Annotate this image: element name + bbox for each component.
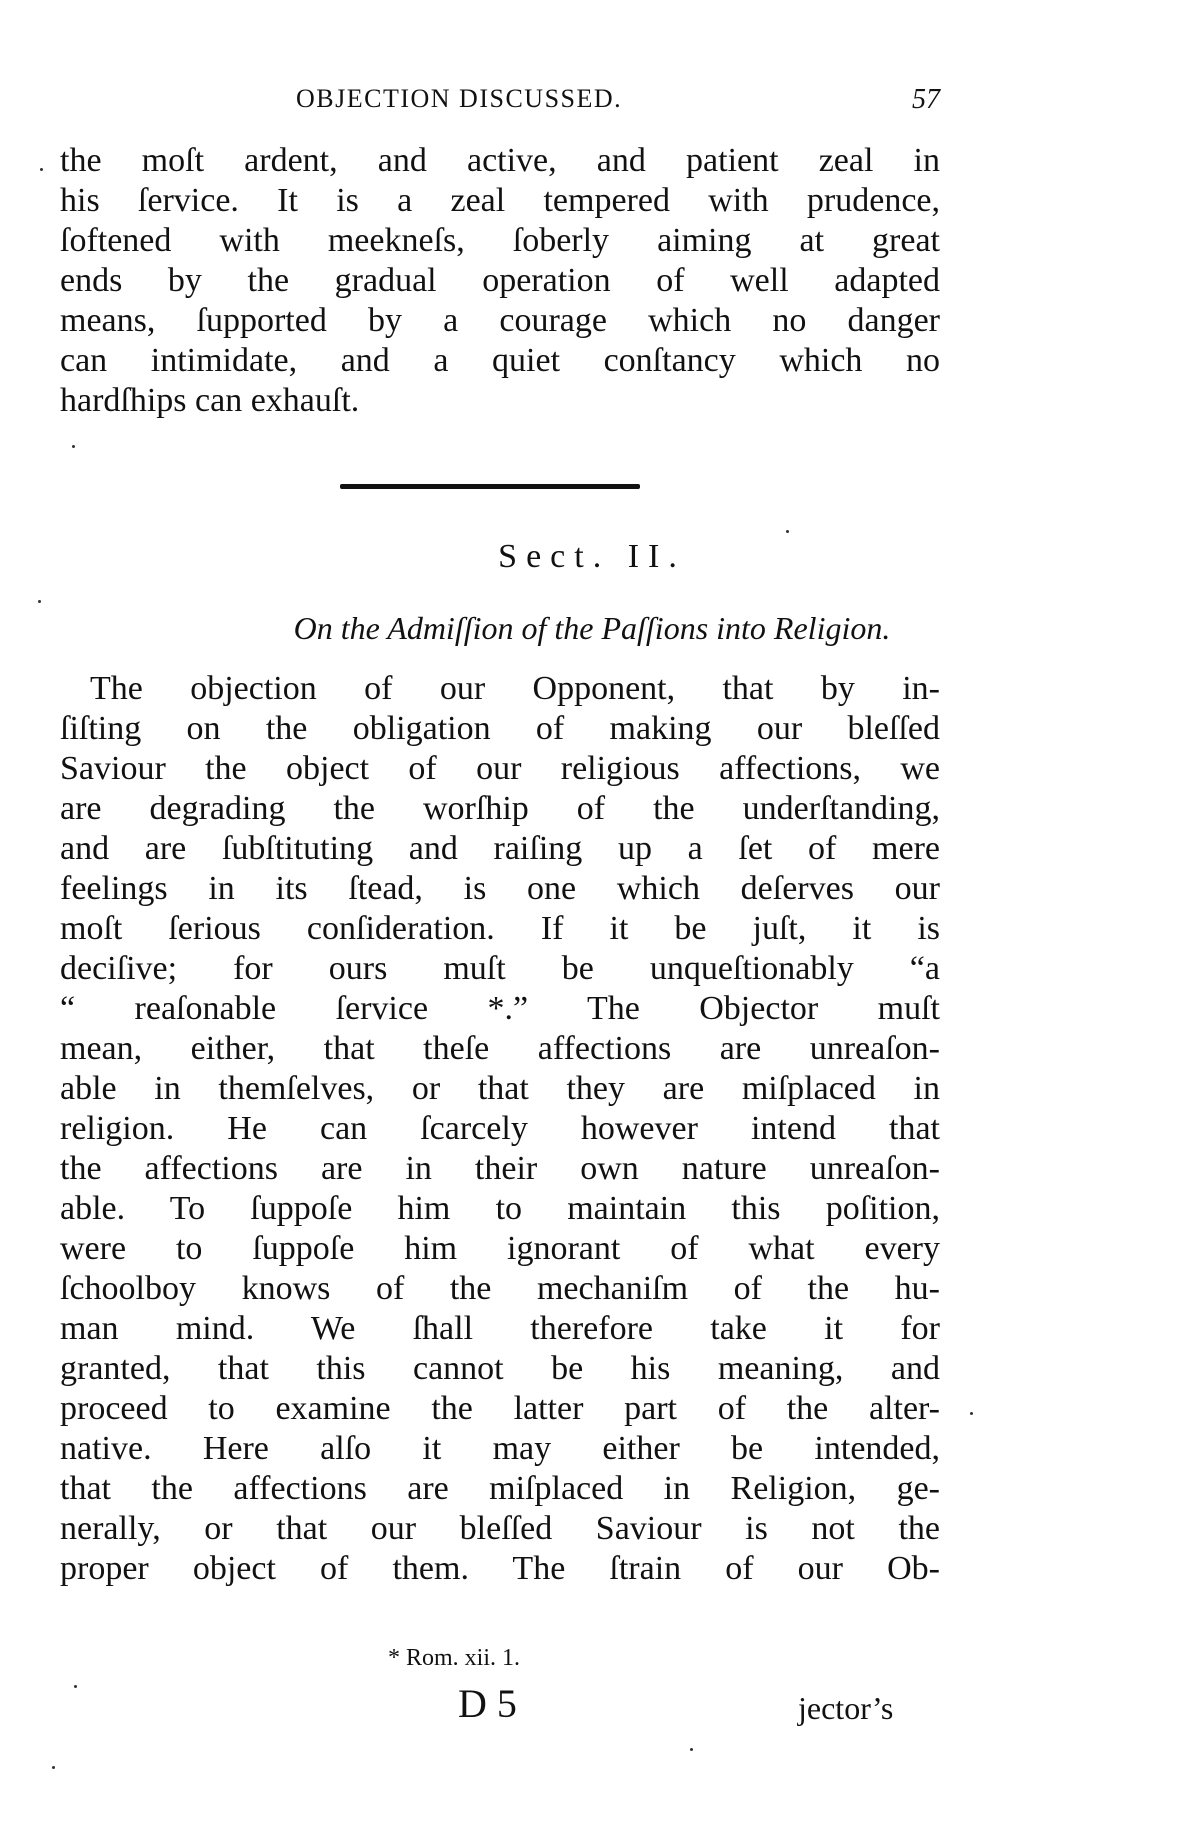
paper-speck — [970, 1412, 973, 1415]
text-line: proper object of them. The ſtrain of our Ob- — [60, 1550, 940, 1587]
text-line: and are ſubſtituting and raiſing up a ſet of mere — [60, 830, 940, 867]
text-line: hardſhips can exhauſt. — [60, 382, 360, 419]
paper-speck — [38, 600, 41, 603]
text-line: his ſervice. It is a zeal tempered with prudence, — [60, 182, 940, 219]
section-divider-rule — [340, 484, 640, 489]
text-line: able in themſelves, or that they are miſplaced in — [60, 1070, 940, 1107]
text-line: that the affections are miſplaced in Religion, ge- — [60, 1470, 940, 1507]
paper-speck — [74, 1685, 77, 1688]
running-title: OBJECTION DISCUSSED. — [296, 84, 623, 113]
text-line: proceed to examine the latter part of the alter- — [60, 1390, 940, 1427]
running-head — [60, 84, 940, 124]
text-line: granted, that this cannot be his meaning, and — [60, 1350, 940, 1387]
text-line: ſiſting on the obligation of making our bleſſed — [60, 710, 940, 747]
text-line: the moſt ardent, and active, and patient zeal in — [60, 142, 940, 179]
text-line: the affections are in their own nature unreaſon- — [60, 1150, 940, 1187]
text-line: “ reaſonable ſervice *.” The Objector muſt — [60, 990, 940, 1027]
paper-speck — [72, 445, 75, 448]
text-line: man mind. We ſhall therefore take it for — [60, 1310, 940, 1347]
paragraph-body — [60, 669, 940, 1589]
text-line: feelings in its ſtead, is one which deſerves our — [60, 870, 940, 907]
catchword: jector’s — [798, 1690, 894, 1726]
text-line: ſoftened with meekneſs, ſoberly aiming at great — [60, 222, 940, 259]
text-line: are degrading the worſhip of the underſtanding, — [60, 790, 940, 827]
footnote: * Rom. xii. 1. — [388, 1645, 521, 1671]
paper-speck — [690, 1748, 693, 1751]
section-subtitle: On the Admiſſion of the Paſſions into Religion. — [293, 610, 891, 646]
paragraph-continuation — [60, 141, 940, 421]
text-line: deciſive; for ours muſt be unqueſtionably “a — [60, 950, 940, 987]
text-line: able. To ſuppoſe him to maintain this poſition, — [60, 1190, 940, 1227]
text-line: Saviour the object of our religious affections, we — [60, 750, 940, 787]
paper-speck — [40, 168, 43, 171]
text-line: moſt ſerious conſideration. If it be juſt, it is — [60, 910, 940, 947]
text-line: religion. He can ſcarcely however intend that — [60, 1110, 940, 1147]
text-line: ends by the gradual operation of well adapted — [60, 262, 940, 299]
paper-speck — [52, 1766, 55, 1769]
text-line: ſchoolboy knows of the mechaniſm of the hu- — [60, 1270, 940, 1307]
text-line: native. Here alſo it may either be intended, — [60, 1430, 940, 1467]
text-line: mean, either, that theſe affections are unreaſon- — [60, 1030, 940, 1067]
text-line: nerally, or that our bleſſed Saviour is not the — [60, 1510, 940, 1547]
page-number: 57 — [912, 84, 940, 115]
text-line: means, ſupported by a courage which no danger — [60, 302, 940, 339]
paper-speck — [786, 530, 789, 533]
section-heading: Sect. II. — [498, 538, 686, 575]
text-line: The objection of our Opponent, that by in- — [90, 670, 940, 707]
text-line: were to ſuppoſe him ignorant of what every — [60, 1230, 940, 1267]
signature-mark: D 5 — [458, 1681, 517, 1726]
text-line: can intimidate, and a quiet conſtancy which no — [60, 342, 940, 379]
